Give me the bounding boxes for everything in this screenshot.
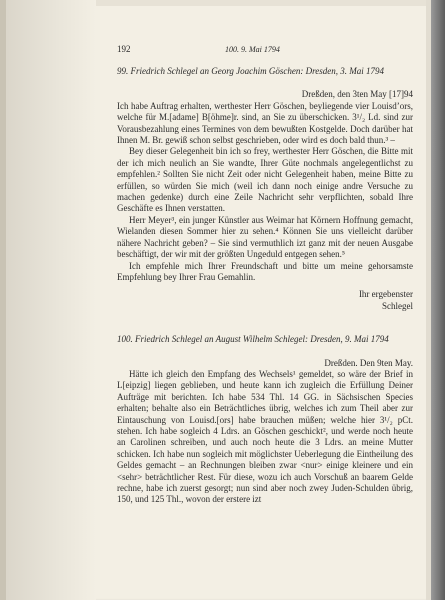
letter-signature: Schlegel <box>382 300 413 311</box>
letter-paragraph: Ich habe Auftrag erhalten, werthester Herr Göschen, beyliegende vier Louisd’ors, welche für M.[adame] B[öhme]r. sind, an Sie zu überschicken. 3¹/₂ Ld. sind zur Vorausbezahlung eines Termines von dem bewußten Kostgelde. Doch darüber hat Ihnen M. Br. gewiß schon selbst geschrieben, oder wird es doch bald thun.³ – <box>117 100 413 146</box>
letter-closing: Ihr ergebenster <box>358 289 413 300</box>
page-top-edge <box>96 0 431 6</box>
page-text-block <box>117 44 413 506</box>
letter-dateline: Dreßden, den 3ten May [17]94 <box>301 89 413 100</box>
letter-99 <box>117 66 413 312</box>
letter-heading: 100. Friedrich Schlegel an August Wilhelm Schlegel: Dresden, 9. Mai 1794 <box>117 334 389 345</box>
letter-heading: 99. Friedrich Schlegel an Georg Joachim Göschen: Dresden, 3. Mai 1794 <box>117 66 385 76</box>
scan-right-border <box>431 0 445 600</box>
letter-paragraph: Bey dieser Gelegenheit bin ich so frey, werthester Herr Göschen, die Bitte mit der ich mich neulich an Sie wandte, Ihrer Güte nochmals angelegentlichst zu empfehlen.² Sollten Sie nicht Zeit oder nicht Gelegenheit haben, meine Bitte zu erfüllen, so würden Sie mich (weil ich dann noch einige andre Versuche zu machen gedenke) durch eine Zeile Nachricht sehr verpflichten, sobald Ihre Geschäfte es Ihnen verstatten. <box>117 146 413 214</box>
page-number: 192 <box>117 44 131 54</box>
letter-100 <box>117 334 413 506</box>
letter-paragraph: Hätte ich gleich den Empfang des Wechsels¹ gemeldet, so wäre der Brief in L[eipzig] liegen geblieben, und heute kann ich zugleich die Erfüllung Deiner Aufträge mit berichten. Ich habe 534 Thl. 14 GG. in Sächsischen Species erhalten; behalte also ein Beträchtliches übrig, welches ich zum Theil aber zur Eintauschung von Louisd.[ors] habe brauchen müßen; welche hier 3¹/₂ pCt. stehen. Ich habe sogleich 4 Ldrs. an Göschen geschickt², und werde noch heute an Carolinen schreiben, und auch noch heute die 3 Ldrs. an meine Mutter schicken. Ich habe nun sogleich mit möglichster Ueberlegung die Eintheilung des Geldes gemacht – an Rechnungen bleiben zwar <nur> einige kleinere und ein <sehr> beträchtlicher Rest. Für diese, wozu ich auch Vorschuß an baarem Gelde rechne, habe ich zuerst gesorgt; nun sind aber noch zwey Juden-Schulden übrig, 150, und 125 Thl., wovon der erstere izt <box>117 368 413 505</box>
book-spine-edge <box>0 0 6 600</box>
letter-dateline: Dreßden. Den 9ten May. <box>324 357 413 368</box>
running-head-title: 100. 9. Mai 1794 <box>225 45 280 54</box>
letter-paragraph: Ich empfehle mich Ihrer Freundschaft und bitte um meine gehorsamste Empfehlung bey Ihrer Frau Gemahlin. <box>117 260 413 282</box>
running-header <box>117 44 413 56</box>
letter-paragraph: Herr Meyer³, ein junger Künstler aus Weimar hat Körnern Hoffnung gemacht, Wielanden diesen Sommer hier zu sehen.⁴ Können Sie uns vielleicht darüber nähere Nachricht geben? – Sie sind vermuthlich izt ganz mit der neuen Ausgabe beschäftigt, der wir mit der größten Ungeduld entgegen sehen.⁵ <box>117 214 413 260</box>
page-gutter-shadow <box>0 0 96 600</box>
